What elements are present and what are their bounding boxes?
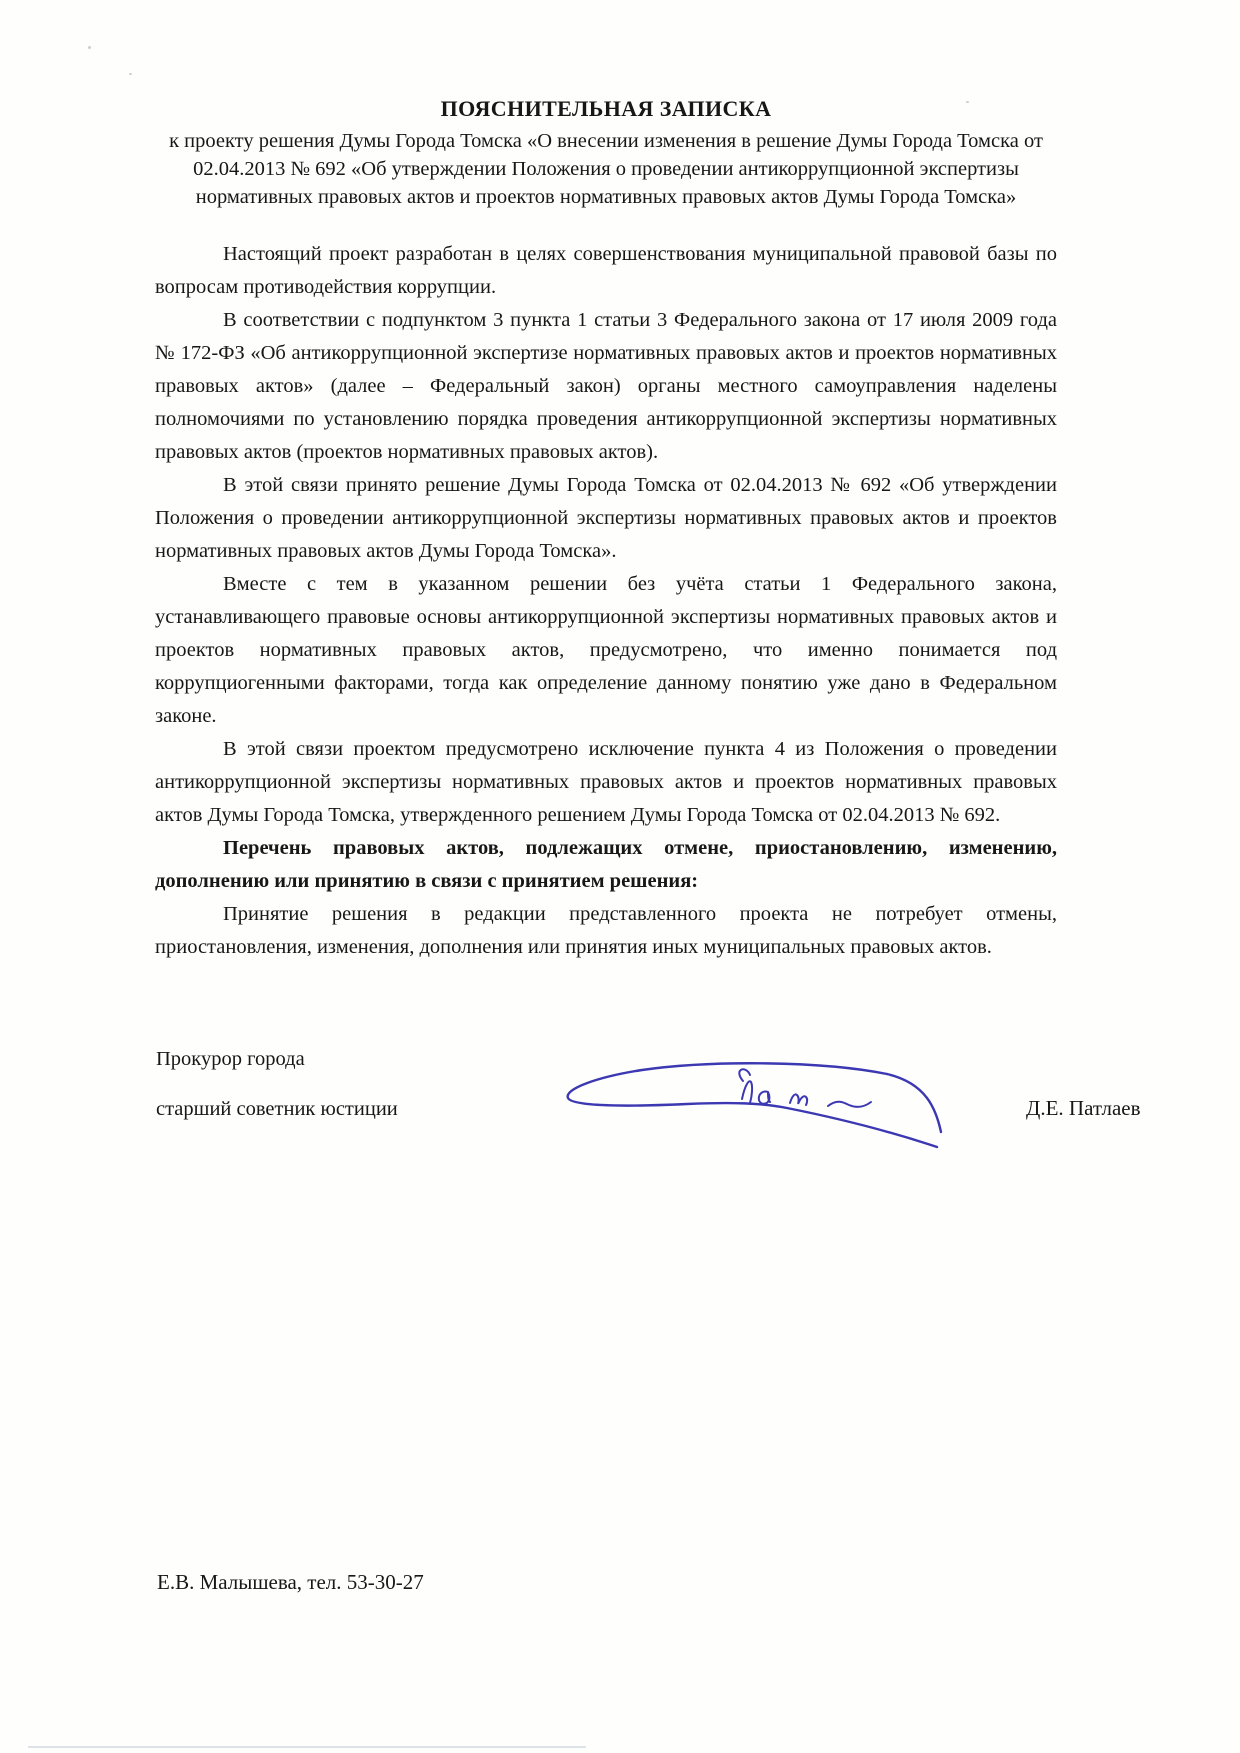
paragraph-proposed-change: В этой связи проектом предусмотрено исключение пункта 4 из Положения о проведении антикоррупционной экспертизы нормативных правовых актов и проектов нормативных правовых актов Думы Города Томска, утвержденного решением Думы Города Томска от 02.04.2013 № 692.: [155, 738, 1057, 826]
document-body: [155, 96, 1057, 964]
scan-artifact-line: [28, 1746, 586, 1748]
executor-contact: Е.В. Малышева, тел. 53-30-27: [157, 1570, 424, 1594]
paragraph-acts-list-heading: Перечень правовых актов, подлежащих отмене, приостановлению, изменению, дополнению или принятию в связи с принятием решения:: [155, 837, 1057, 892]
document-title: ПОЯСНИТЕЛЬНАЯ ЗАПИСКА: [440, 96, 772, 121]
paragraph-duma-decision: В этой связи принято решение Думы Города Томска от 02.04.2013 № 692 «Об утверждении Положения о проведении антикоррупционной экспертизы нормативных правовых актов и проектов нормативных правовых актов Думы Города Томска».: [155, 474, 1057, 562]
scan-artifact-speck: [88, 46, 91, 49]
signer-position-line2: старший советник юстиции: [156, 1098, 398, 1120]
scan-artifact-speck: [966, 101, 969, 103]
signer-name: Д.Е. Патлаев: [1026, 1096, 1141, 1120]
signer-position-line1: Прокурор города: [156, 1048, 305, 1070]
paragraph-purpose: Настоящий проект разработан в целях совершенствования муниципальной правовой базы по вопросам противодействия коррупции.: [155, 243, 1057, 298]
paragraph-no-other-acts: Принятие решения в редакции представленного проекта не потребует отмены, приостановления, изменения, дополнения или принятия иных муниципальных правовых актов.: [155, 903, 1057, 958]
paragraph-issue-description: Вместе с тем в указанном решении без учёта статьи 1 Федерального закона, устанавливающего правовые основы антикоррупционной экспертизы нормативных правовых актов и проектов нормативных правовых актов, предусмотрено, что именно понимается под коррупциогенными факторами, тогда как определение данному понятию уже дано в Федеральном законе.: [155, 573, 1057, 727]
paragraph-federal-law-basis: В соответствии с подпунктом 3 пункта 1 статьи 3 Федерального закона от 17 июля 2009 года № 172-ФЗ «Об антикоррупционной экспертизе нормативных правовых актов и проектов нормативных правовых актов» (далее – Федеральный закон) органы местного самоуправления наделены полномочиями по установлению порядка проведения антикоррупционной экспертизы нормативных правовых актов (проектов нормативных правовых актов).: [155, 309, 1057, 463]
scan-artifact-speck: [129, 73, 132, 75]
handwritten-signature-icon: [552, 1056, 947, 1161]
document-subtitle: к проекту решения Думы Города Томска «О внесении изменения в решение Думы Города Томска от 02.04.2013 № 692 «Об утверждении Положения о проведении антикоррупционной экспертизы нормативных правовых актов и проектов нормативных правовых актов Думы Города Томска»: [169, 130, 1043, 208]
